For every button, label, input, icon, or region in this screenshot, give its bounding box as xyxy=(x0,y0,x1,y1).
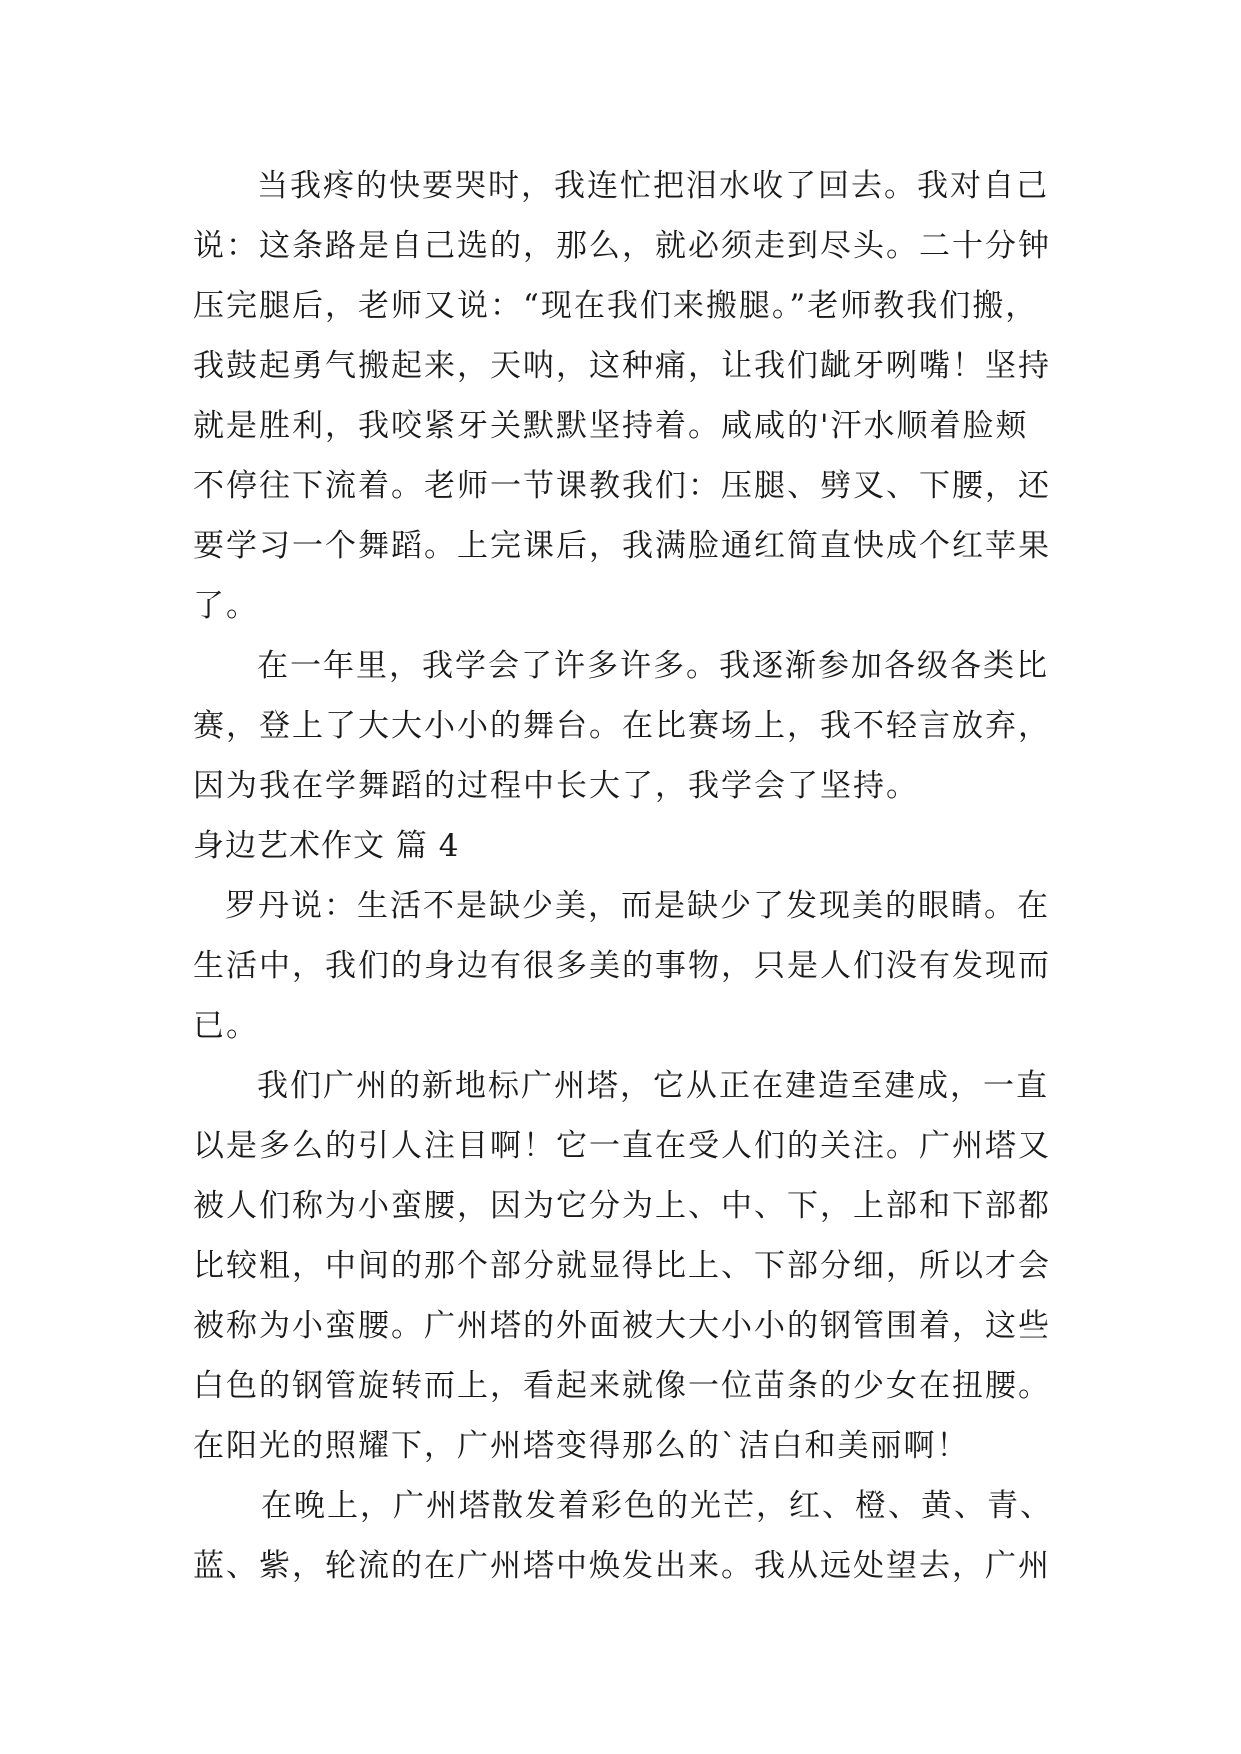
text-line: 我们广州的新地标广州塔，它从正在建造至建成，一直 xyxy=(257,1068,1049,1104)
text-line: 说：这条路是自己选的，那么，就必须走到尽头。二十分钟 xyxy=(193,228,1051,264)
text-line: 蓝、紫，轮流的在广州塔中焕发出来。我从远处望去，广州 xyxy=(193,1548,1051,1584)
text-line: 比较粗，中间的那个部分就显得比上、下部分细，所以才会 xyxy=(193,1248,1051,1284)
text-line: 因为我在学舞蹈的过程中长大了，我学会了坚持。 xyxy=(193,768,919,804)
text-line: 被称为小蛮腰。广州塔的外面被大大小小的钢管围着，这些 xyxy=(193,1308,1051,1344)
text-line: 不停往下流着。老师一节课教我们：压腿、劈叉、下腰，还 xyxy=(193,468,1051,504)
text-line: 白色的钢管旋转而上，看起来就像一位苗条的少女在扭腰。 xyxy=(193,1368,1051,1404)
text-line: 就是胜利，我咬紧牙关默默坚持着。咸咸的'汗水顺着脸颊 xyxy=(193,408,1029,444)
text-line: 当我疼的快要哭时，我连忙把泪水收了回去。我对自己 xyxy=(257,168,1049,204)
text-line: 被人们称为小蛮腰，因为它分为上、中、下，上部和下部都 xyxy=(193,1188,1051,1224)
text-line: 赛，登上了大大小小的舞台。在比赛场上，我不轻言放弃， xyxy=(193,708,1051,744)
text-line: 压完腿后，老师又说：“现在我们来搬腿。”老师教我们搬， xyxy=(193,288,1039,324)
text-line: 了。 xyxy=(193,588,259,624)
text-line: 要学习一个舞蹈。上完课后，我满脸通红简直快成个红苹果 xyxy=(193,528,1051,564)
text-line: 已。 xyxy=(193,1008,259,1044)
text-line: 罗丹说：生活不是缺少美，而是缺少了发现美的眼睛。在 xyxy=(225,888,1050,924)
document-body xyxy=(193,156,1073,1596)
text-line: 我鼓起勇气搬起来，天呐，这种痛，让我们龇牙咧嘴！坚持 xyxy=(193,348,1051,384)
text-line: 以是多么的引人注目啊！它一直在受人们的关注。广州塔又 xyxy=(193,1128,1051,1164)
section-heading: 身边艺术作文 篇 4 xyxy=(193,828,460,864)
text-line: 生活中，我们的身边有很多美的事物，只是人们没有发现而 xyxy=(193,948,1051,984)
text-line: 在阳光的照耀下，广州塔变得那么的`洁白和美丽啊！ xyxy=(193,1428,970,1464)
text-line: 在一年里，我学会了许多许多。我逐渐参加各级各类比 xyxy=(257,648,1049,684)
text-line: 在晚上，广州塔散发着彩色的光芒，红、橙、黄、青、 xyxy=(261,1488,1053,1524)
